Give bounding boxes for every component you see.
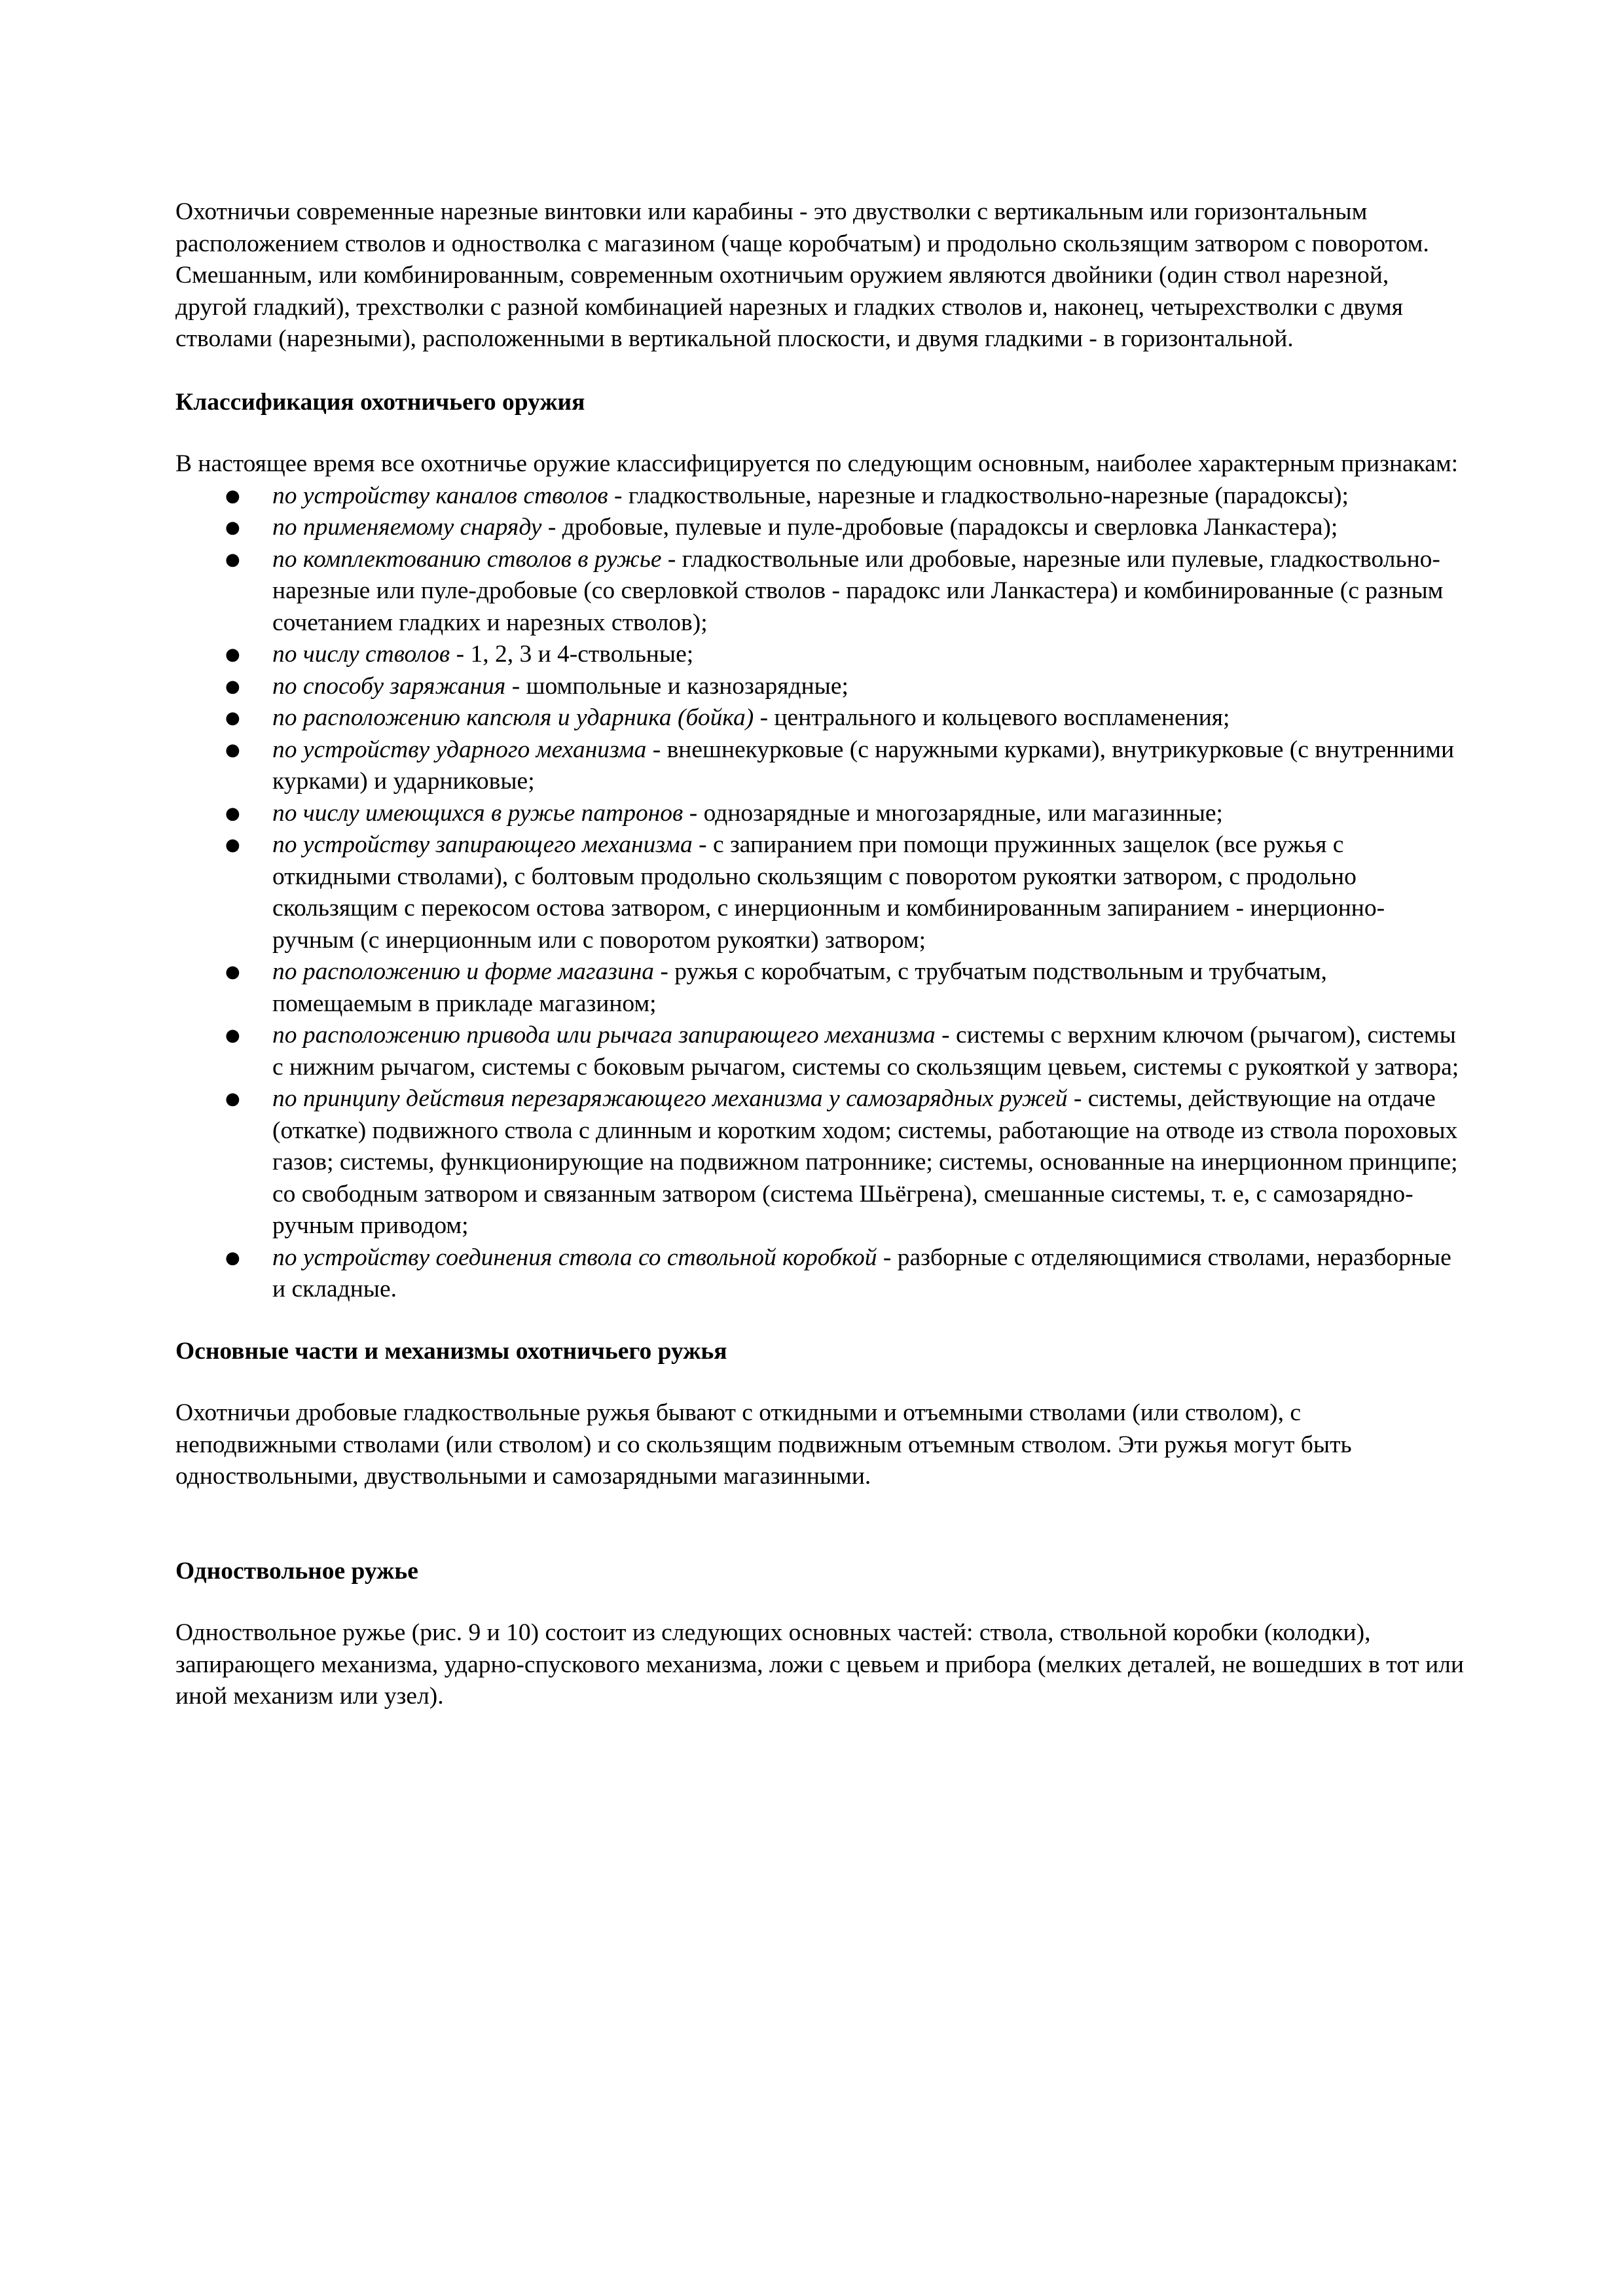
intro-paragraph-2: Смешанным, или комбинированным, современным охотничьим оружием являются двойники (один ствол нарезной, другой гладкий), трехстволки с разной комбинацией нарезных и гладких стволов и, наконец, четырехстволки с двумя стволами (нарезными), расположенными в вертикальной плоскости, и двумя гладкими - в горизонтальной. [175, 262, 1403, 352]
list-item [175, 512, 1465, 544]
bullet-icon: ● [225, 962, 240, 982]
classification-heading: Классификация охотничьего оружия [175, 388, 585, 416]
classification-lead: В настоящее время все охотничье оружие классифицируется по следующим основным, наиболее характерным признакам: [175, 450, 1459, 477]
item-term: по расположению и форме магазина [272, 958, 655, 985]
item-text: - центрального и кольцевого воспламенения; [754, 704, 1230, 731]
item-text: - гладкоствольные или дробовые, нарезные или пулевые, гладкоствольно-нарезные или пуле-дробовые (со сверловкой стволов - парадокс или Ланкастера) и комбинированные (с разным сочетанием гладких и нарезных стволов); [272, 545, 1444, 636]
classification-list [175, 480, 1465, 1306]
bullet-icon: ● [225, 486, 240, 506]
list-item [175, 639, 1465, 671]
document-page [175, 196, 1465, 1713]
item-term: по устройству ударного механизма [272, 736, 647, 763]
list-item [175, 798, 1465, 830]
bullet-icon: ● [225, 708, 240, 728]
item-text: - с запиранием при помощи пружинных защелок (все ружья с откидными стволами), с болтовым продольно скользящим с поворотом рукоятки затвором, с продольно скользящим с перекосом остова затвором, с инерционным и комбинированным запиранием - инерционно-ручным (с инерционным или с поворотом рукоятки) затвором; [272, 831, 1385, 954]
single-barrel-heading: Одноствольное ружье [175, 1557, 418, 1585]
bullet-icon: ● [225, 740, 240, 760]
list-item [175, 956, 1465, 1020]
item-term: по расположению привода или рычага запирающего механизма [272, 1022, 936, 1049]
intro-paragraph-1: Охотничьи современные нарезные винтовки или карабины - это двустволки с вертикальным или горизонтальным расположением стволов и одностволка с магазином (чаще коробчатым) и продольно скользящим затвором с поворотом. [175, 198, 1429, 257]
item-text: - внешнекурковые (с наружными курками), внутрикурковые (с внутренними курками) и ударниковые; [272, 736, 1455, 795]
list-item [175, 1020, 1465, 1083]
item-term: по устройству соединения ствола со ствольной коробкой [272, 1244, 877, 1271]
bullet-icon: ● [225, 645, 240, 664]
item-term: по расположению капсюля и ударника (бойка) [272, 704, 754, 731]
item-text: - ружья с коробчатым, с трубчатым подствольным и трубчатым, помещаемым в прикладе магазином; [272, 958, 1327, 1017]
item-text: - системы с верхним ключом (рычагом), системы с нижним рычагом, системы с боковым рычагом, системы со скользящим цевьем, системы с рукояткой у затвора; [272, 1022, 1459, 1081]
bullet-icon: ● [225, 1026, 240, 1045]
item-term: по числу имеющихся в ружье патронов [272, 799, 684, 827]
bullet-icon: ● [225, 549, 240, 569]
list-item [175, 480, 1465, 512]
single-barrel-paragraph: Одноствольное ружье (рис. 9 и 10) состоит из следующих основных частей: ствола, ствольной коробки (колодки), запирающего механизма, ударно-спускового механизма, ложи с цевьем и прибора (мелких деталей, не вошедших в тот или иной механизм или узел). [175, 1619, 1464, 1710]
parts-heading: Основные части и механизмы охотничьего ружья [175, 1337, 727, 1365]
bullet-icon: ● [225, 1247, 240, 1268]
item-text: - шомпольные и казнозарядные; [505, 672, 848, 700]
bullet-icon: ● [225, 1089, 240, 1109]
item-text: - гладкоствольные, нарезные и гладкоствольно-нарезные (парадоксы); [608, 482, 1349, 509]
item-text: - системы, действующие на отдаче (откатке) подвижного ствола с длинным и коротким ходом; системы, работающие на отводе из ствола пороховых газов; системы, функционирующие на подвижном патроннике; системы, основанные на инерционном принципе; со свободным затвором и связанным затвором (система Шьёгрена), смешанные системы, т. е, с самозарядно-ручным приводом; [272, 1085, 1458, 1239]
list-item [175, 734, 1465, 798]
item-term: по числу стволов [272, 641, 450, 668]
item-term: по комплектованию стволов в ружье [272, 545, 662, 573]
list-item [175, 829, 1465, 956]
bullet-icon: ● [225, 803, 240, 823]
list-item [175, 702, 1465, 734]
item-term: по принципу действия перезаряжающего механизма у самозарядных ружей [272, 1085, 1068, 1112]
item-term: по применяемому снаряду [272, 514, 542, 541]
item-term: по устройству каналов стволов [272, 482, 608, 509]
list-item [175, 544, 1465, 639]
item-text: - однозарядные и многозарядные, или магазинные; [683, 799, 1223, 827]
item-term: по устройству запирающего механизма [272, 831, 693, 858]
bullet-icon: ● [225, 676, 240, 696]
bullet-icon: ● [225, 835, 240, 855]
list-item [175, 671, 1465, 703]
parts-paragraph: Охотничьи дробовые гладкоствольные ружья бывают с откидными и отъемными стволами (или стволом), с неподвижными стволами (или стволом) и со скользящим подвижным отъемным стволом. Эти ружья могут быть одноствольными, двуствольными и самозарядными магазинными. [175, 1399, 1352, 1490]
list-item [175, 1242, 1465, 1306]
bullet-icon: ● [225, 518, 240, 537]
item-text: - разборные с отделяющимися стволами, неразборные и складные. [272, 1244, 1451, 1302]
item-text: - дробовые, пулевые и пуле-дробовые (парадоксы и сверловка Ланкастера); [541, 514, 1338, 541]
list-item [175, 1083, 1465, 1242]
item-text: - 1, 2, 3 и 4-ствольные; [450, 641, 694, 668]
item-term: по способу заряжания [272, 672, 506, 700]
